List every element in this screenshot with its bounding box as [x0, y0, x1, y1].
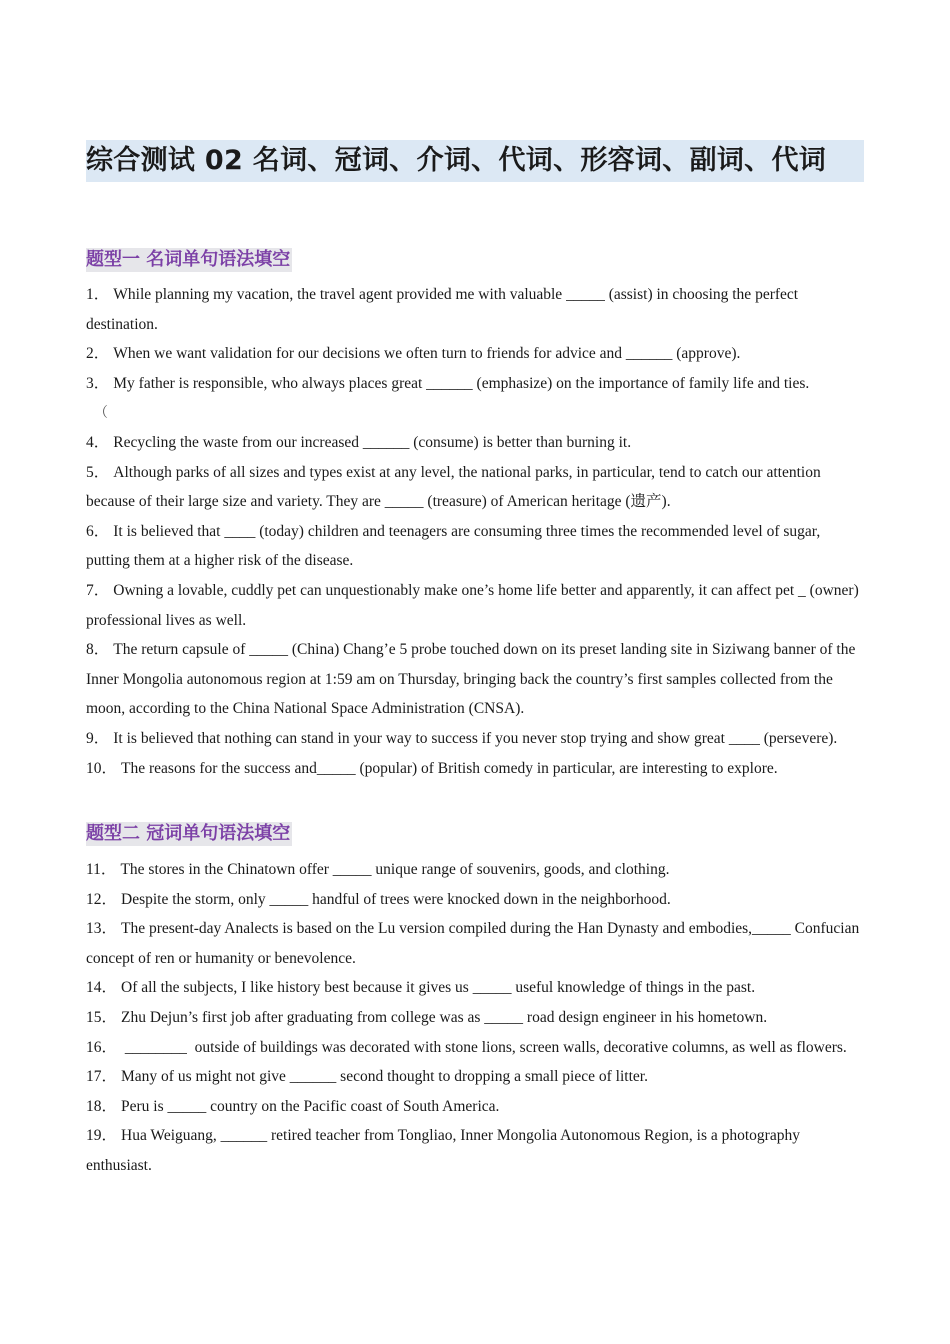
stray-bracket: （ [94, 406, 108, 422]
question-text: Zhu Dejun’s first job after graduating from college was as _____ road design engineer in his hometown. [121, 1008, 768, 1026]
question-list-article [86, 855, 866, 1181]
question-9 [86, 724, 866, 754]
question-number: 15． [86, 1008, 118, 1026]
question-number: 2． [86, 345, 110, 363]
question-number: 13． [86, 920, 118, 938]
question-number: 19． [86, 1127, 118, 1145]
question-12 [86, 885, 866, 915]
question-6 [86, 517, 866, 576]
question-number: 4． [86, 433, 110, 451]
question-text: It is believed that nothing can stand in your way to success if you never stop trying and show great ____ (persevere). [113, 729, 838, 747]
question-number: 7． [86, 581, 110, 599]
question-3 [86, 369, 866, 399]
question-4 [86, 428, 866, 458]
question-list-noun [86, 280, 866, 783]
question-7 [86, 576, 866, 635]
question-17 [86, 1062, 866, 1092]
question-text: Despite the storm, only _____ handful of trees were knocked down in the neighborhood. [121, 890, 671, 908]
question-text: Of all the subjects, I like history best because it gives us _____ useful knowledge of things in the past. [121, 979, 756, 997]
question-19 [86, 1121, 866, 1180]
question-text: The reasons for the success and_____ (popular) of British comedy in particular, are interesting to explore. [121, 759, 778, 777]
question-10 [86, 754, 866, 784]
question-text: Hua Weiguang, ______ retired teacher from Tongliao, Inner Mongolia Autonomous Region, is a photography enthusiast. [86, 1127, 800, 1174]
question-text: Recycling the waste from our increased ______ (consume) is better than burning it. [113, 433, 632, 451]
question-number: 3． [86, 374, 110, 392]
question-number: 8． [86, 641, 110, 659]
question-14 [86, 973, 866, 1003]
question-15 [86, 1003, 866, 1033]
question-text: My father is responsible, who always places great ______ (emphasize) on the importance of family life and ties. [113, 374, 810, 392]
blank-line [86, 398, 866, 428]
question-text: It is believed that ____ (today) children and teenagers are consuming three times the recommended level of sugar, putting them at a higher risk of the disease. [86, 522, 821, 570]
question-5 [86, 458, 866, 517]
question-11 [86, 855, 866, 885]
question-number: 1． [86, 286, 110, 303]
question-16 [86, 1033, 866, 1063]
question-13 [86, 914, 866, 973]
question-number: 10． [86, 759, 118, 777]
question-text: Owning a lovable, cuddly pet can unquestionably make one’s home life better and apparently, it can affect pet _ (owner) professional lives as well. [86, 581, 859, 629]
question-number: 12． [86, 890, 118, 908]
question-1 [86, 280, 866, 339]
question-number: 5． [86, 463, 110, 481]
question-text: When we want validation for our decisions we often turn to friends for advice and ______ (approve). [113, 345, 741, 363]
question-number: 16． [86, 1038, 118, 1056]
section-heading-noun: 题型一 名词单句语法填空 [86, 249, 291, 270]
question-text: The stores in the Chinatown offer _____ unique range of souvenirs, goods, and clothing. [120, 861, 670, 878]
question-text: The return capsule of _____ (China) Chang’e 5 probe touched down on its preset landing site in Siziwang banner of the Inner Mongolia autonomous region at 1:59 am on Thursday, bringing back the country’s first samples collected from the moon, according to the China National Space Administration (CNSA). [86, 641, 856, 718]
question-number: 6． [86, 522, 110, 540]
section-heading-article: 题型二 冠词单句语法填空 [86, 823, 291, 844]
question-number: 11． [86, 861, 117, 878]
question-number: 18． [86, 1097, 118, 1115]
question-2 [86, 339, 866, 369]
question-number: 17． [86, 1068, 118, 1086]
question-text: Many of us might not give ______ second thought to dropping a small piece of litter. [121, 1068, 648, 1086]
question-text: Peru is _____ country on the Pacific coast of South America. [121, 1097, 500, 1115]
question-number: 14． [86, 979, 118, 997]
question-text: ________ outside of buildings was decorated with stone lions, screen walls, decorative columns, as well as flowers. [121, 1038, 847, 1056]
question-text: While planning my vacation, the travel agent provided me with valuable _____ (assist) in choosing the perfect destination. [86, 286, 799, 333]
question-text: Although parks of all sizes and types exist at any level, the national parks, in particular, tend to catch our attention because of their large size and variety. They are _____ (treasure) of American heritage (遗产). [86, 463, 821, 511]
question-8 [86, 635, 866, 724]
question-text: The present-day Analects is based on the Lu version compiled during the Han Dynasty and embodies,_____ Confucian concept of ren or humanity or benevolence. [86, 920, 860, 967]
question-number: 9． [86, 729, 110, 747]
document-title: 综合测试 02 名词、冠词、介词、代词、形容词、副词、代词 [86, 140, 864, 182]
question-18 [86, 1092, 866, 1122]
